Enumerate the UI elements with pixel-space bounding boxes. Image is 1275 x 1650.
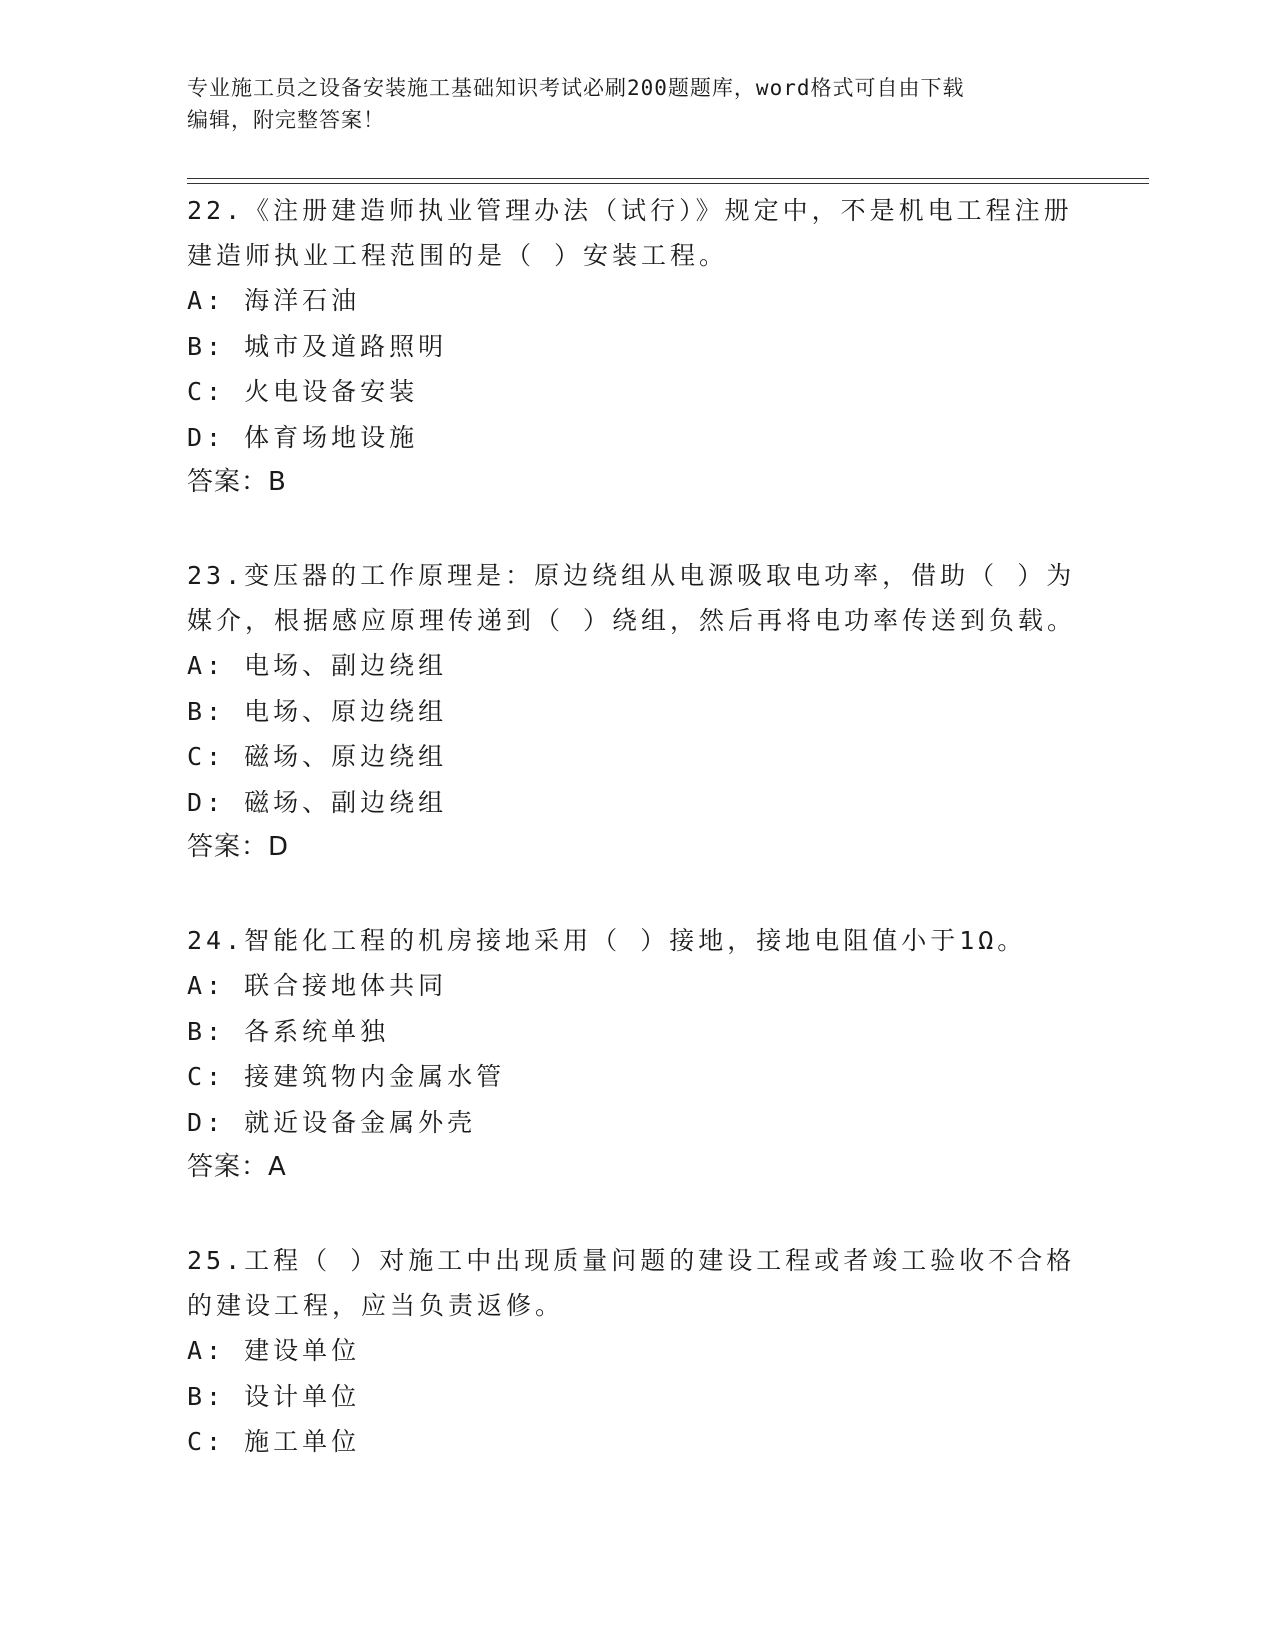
option-c: C: 火电设备安装 [187,377,419,406]
option-a: A: 电场、副边绕组 [187,651,448,680]
option-c: C: 接建筑物内金属水管 [187,1062,506,1091]
option-b: B: 各系统单独 [187,1016,390,1046]
option-d: D: 磁场、副边绕组 [187,787,448,817]
option-a: A: 联合接地体共同 [187,971,448,1000]
header-line-1: 专业施工员之设备安装施工基础知识考试必刷200题题库，word格式可自由下载 [187,76,965,100]
answer-line: 答案：A [187,1152,287,1182]
question-text-line: 的建设工程，应当负责返修。 [187,1291,565,1320]
option-c: C: 施工单位 [187,1427,361,1456]
question-text-line: 23.变压器的工作原理是：原边绕组从电源吸取电功率，借助（ ）为 [187,561,1076,590]
question-list [187,188,1087,1465]
header-divider-bottom [187,183,1149,184]
option-c: C: 磁场、原边绕组 [187,742,448,771]
question-text-line: 媒介，根据感应原理传递到（ ）绕组，然后再将电功率传送到负载。 [187,606,1077,635]
option-a: A: 海洋石油 [187,286,361,315]
question-22 [187,188,1087,505]
answer-line: 答案：B [187,467,287,497]
document-header [187,72,1087,136]
question-25 [187,1238,1087,1465]
question-text-line: 建造师执业工程范围的是（ ）安装工程。 [187,241,729,270]
option-d: D: 就近设备金属外壳 [187,1107,477,1137]
question-24 [187,918,1087,1190]
header-line-2: 编辑，附完整答案！ [187,108,385,132]
option-a: A: 建设单位 [187,1336,361,1365]
option-b: B: 城市及道路照明 [187,331,448,361]
question-text-line: 25.工程（ ）对施工中出现质量问题的建设工程或者竣工验收不合格 [187,1246,1076,1275]
question-23 [187,553,1087,870]
option-d: D: 体育场地设施 [187,422,419,452]
question-text-line: 24.智能化工程的机房接地采用（ ）接地，接地电阻值小于1Ω。 [187,926,1027,955]
header-divider-top [187,178,1149,179]
option-b: B: 电场、原边绕组 [187,696,448,726]
question-text-line: 22.《注册建造师执业管理办法（试行）》规定中，不是机电工程注册 [187,196,1073,225]
answer-line: 答案：D [187,832,290,862]
option-b: B: 设计单位 [187,1381,361,1411]
